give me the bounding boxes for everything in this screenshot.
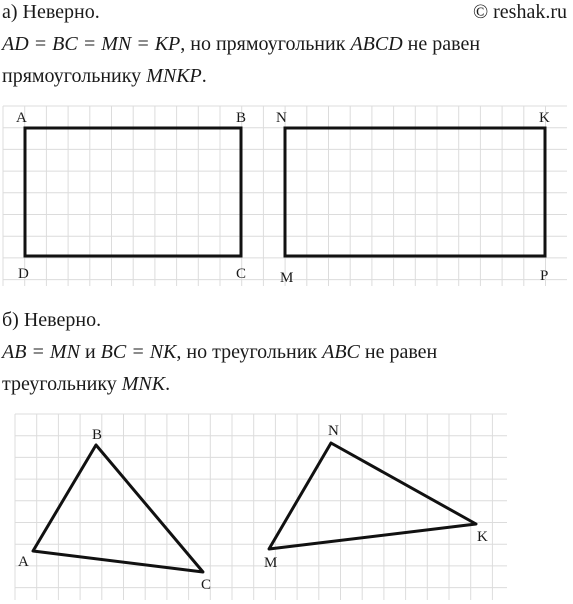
label-p: P <box>540 268 549 284</box>
label-a: A <box>18 554 29 570</box>
label-b: B <box>92 427 103 443</box>
part-b-statement-line2 <box>2 372 170 396</box>
text-fragment: . <box>165 373 171 395</box>
triangle-mnk <box>269 443 476 549</box>
math-ab-mn: AB = MN <box>2 341 80 363</box>
text-fragment: , но прямоугольник <box>180 33 351 55</box>
label-d: D <box>18 266 29 282</box>
label-k: K <box>477 529 488 545</box>
math-bc-nk: BC = NK <box>100 341 177 363</box>
text-fragment: треугольнику <box>2 373 122 395</box>
text-fragment: , но треугольник <box>176 341 323 363</box>
label-k: K <box>539 110 550 126</box>
text-fragment: . <box>201 65 207 87</box>
label-a: A <box>16 110 27 126</box>
source-credit: © reshak.ru <box>472 1 567 23</box>
text-fragment: прямоугольнику <box>2 65 147 87</box>
part-b-heading: б) Неверно. <box>2 309 102 331</box>
math-mnkp: MNKP <box>146 65 202 87</box>
math-abcd: ABCD <box>350 33 403 55</box>
text-fragment: не равен <box>359 341 438 363</box>
text-fragment: не равен <box>402 33 481 55</box>
label-n: N <box>328 423 339 439</box>
part-a-statement-line1 <box>2 32 480 56</box>
part-a-heading: а) Неверно. <box>2 1 100 23</box>
figure-triangles <box>0 404 573 604</box>
label-m: M <box>264 555 278 571</box>
figure-rectangles <box>0 100 573 290</box>
label-c: C <box>201 577 212 593</box>
math-equality: AD = BC = MN = KP <box>2 33 181 55</box>
part-b-statement-line1 <box>2 340 437 364</box>
label-b: B <box>236 110 247 126</box>
text-fragment: и <box>79 341 101 363</box>
label-n: N <box>276 110 287 126</box>
part-a-statement-line2 <box>2 64 207 88</box>
label-c: C <box>236 266 247 282</box>
math-abc: ABC <box>322 341 360 363</box>
math-mnk: MNK <box>121 373 166 395</box>
label-m: M <box>280 270 294 286</box>
grid <box>15 414 507 600</box>
